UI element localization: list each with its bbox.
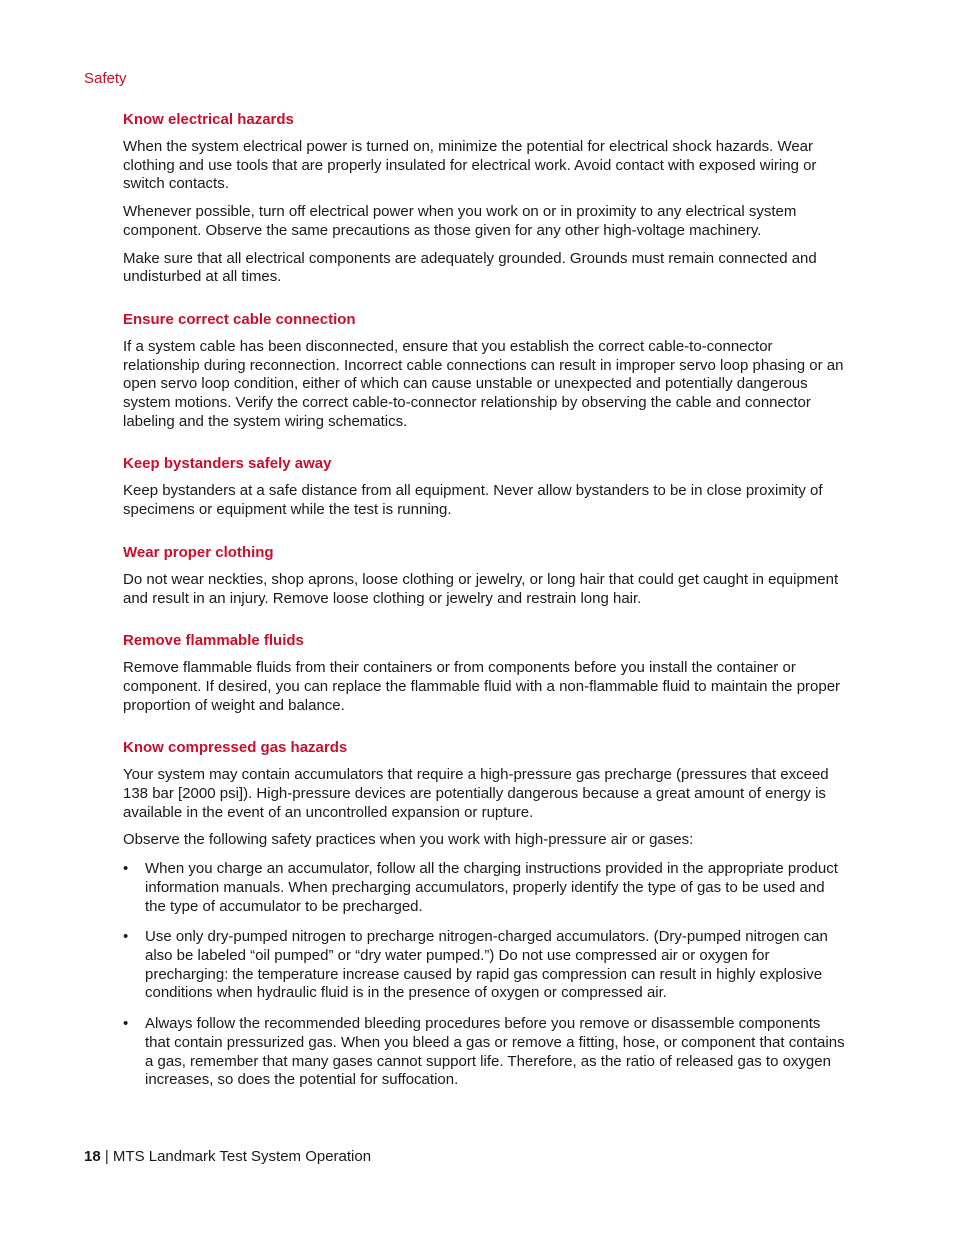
running-head: Safety	[84, 70, 127, 87]
paragraph: Make sure that all electrical components are adequately grounded. Grounds must remain connected and undisturbed at all times.	[123, 249, 817, 286]
page-content	[123, 110, 845, 1102]
bullet-item	[123, 860, 845, 916]
section-heading: Know compressed gas hazards	[123, 739, 348, 757]
bullet-icon: •	[123, 860, 129, 878]
document-title: MTS Landmark Test System Operation	[112, 1148, 372, 1165]
page-footer	[84, 1148, 371, 1165]
bullet-text: Use only dry-pumped nitrogen to precharge nitrogen-charged accumulators. (Dry-pumped nitrogen can also be labeled “oil pumped” or “dry water pumped.”) Do not use compressed air or oxygen for precharging: the temperature increase caused by rapid gas compression can result in highly explosive conditions when hydraulic fluid is in the presence of oxygen or compressed air.	[145, 928, 828, 1002]
paragraph: Do not wear neckties, shop aprons, loose clothing or jewelry, or long hair that could get caught in equipment and result in an injury. Remove loose clothing or jewelry and restrain long hair.	[123, 570, 839, 607]
section-clothing	[123, 543, 845, 608]
bullet-item	[123, 1015, 845, 1090]
section-flammable-fluids	[123, 631, 845, 715]
bullet-text: Always follow the recommended bleeding procedures before you remove or disassemble components that contain pressurized gas. When you bleed a gas or remove a fitting, hose, or component that contains a gas, remember that many gases cannot support life. Therefore, as the ratio of released gas to oxygen increases, so does the potential for suffocation.	[145, 1015, 845, 1089]
section-heading: Keep bystanders safely away	[123, 455, 332, 473]
section-heading: Know electrical hazards	[123, 111, 294, 128]
paragraph: Your system may contain accumulators that require a high-pressure gas precharge (pressures that exceed 138 bar [2000 psi]). High-pressure devices are potentially dangerous because a great amount of energy is available in the event of an uncontrolled expansion or rupture.	[123, 766, 829, 821]
footer-separator: |	[100, 1148, 113, 1165]
paragraph: When the system electrical power is turned on, minimize the potential for electrical shock hazards. Wear clothing and use tools that are properly insulated for electrical work. Avoid contact with exposed wiring or switch contacts.	[123, 138, 817, 193]
section-heading: Wear proper clothing	[123, 543, 274, 561]
bullet-icon: •	[123, 928, 129, 946]
bullet-list	[123, 860, 845, 1090]
paragraph: Whenever possible, turn off electrical power when you work on or in proximity to any electrical system component. Observe the same precautions as those given for any other high-voltage machinery.	[123, 203, 797, 239]
section-heading: Ensure correct cable connection	[123, 310, 356, 328]
paragraph: Observe the following safety practices when you work with high-pressure air or gases:	[123, 831, 694, 849]
section-electrical-hazards	[123, 110, 845, 287]
paragraph: Remove flammable fluids from their containers or from components before you install the container or component. If desired, you can replace the flammable fluid with a non-flammable fluid to maintain the proper proportion of weight and balance.	[123, 659, 841, 714]
bullet-item	[123, 928, 845, 1003]
bullet-icon: •	[123, 1015, 129, 1033]
paragraph: Keep bystanders at a safe distance from all equipment. Never allow bystanders to be in close proximity of specimens or equipment while the test is running.	[123, 482, 823, 519]
paragraph: If a system cable has been disconnected, ensure that you establish the correct cable-to-connector relationship during reconnection. Incorrect cable connections can result in improper servo loop phasing or an open servo loop condition, either of which can cause unstable or unexpected and potentially dangerous system motions. Verify the correct cable-to-connector relationship by observing the cable and connector labeling and the system wiring schematics.	[123, 337, 844, 430]
section-compressed-gas	[123, 738, 845, 1090]
bullet-text: When you charge an accumulator, follow all the charging instructions provided in the appropriate product information manuals. When precharging accumulators, properly identify the type of gas to be used and the type of accumulator to be precharged.	[145, 860, 838, 915]
section-heading: Remove flammable fluids	[123, 632, 304, 650]
page-number: 18	[84, 1148, 101, 1165]
section-cable-connection	[123, 310, 845, 432]
section-bystanders	[123, 454, 845, 519]
